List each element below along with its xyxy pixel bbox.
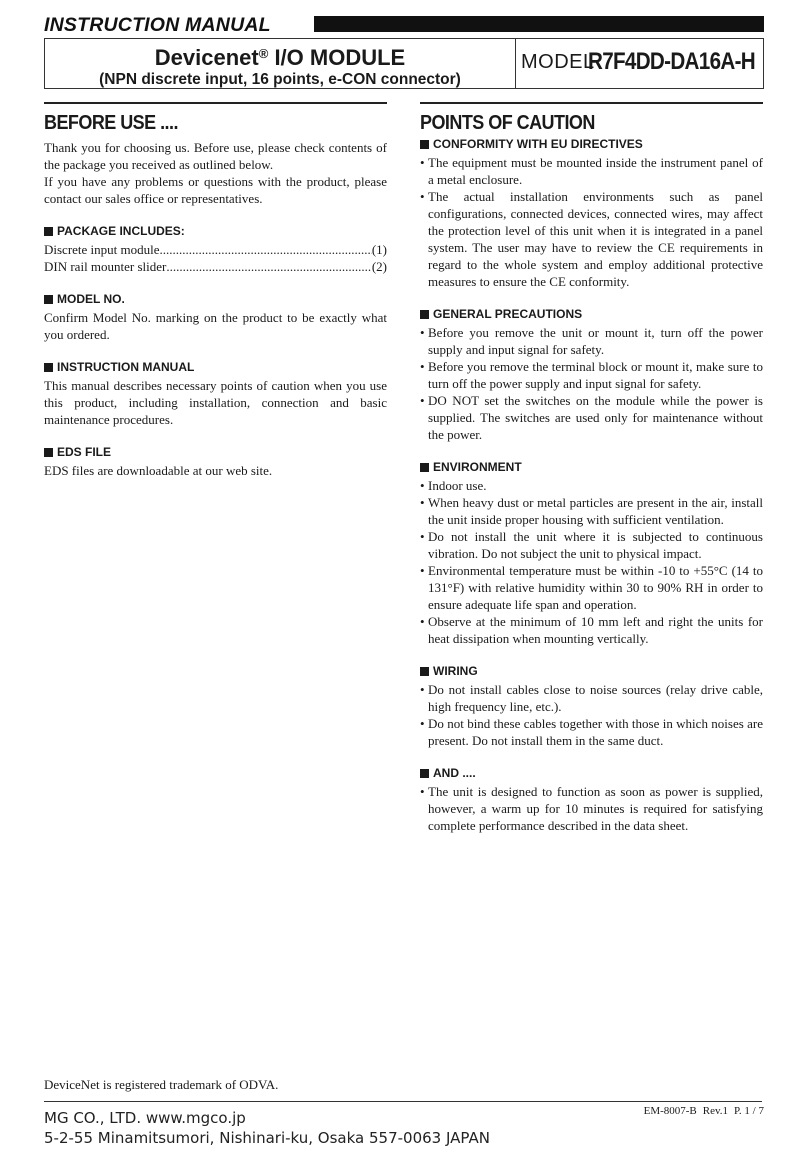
company-info (44, 1108, 490, 1148)
footer-rule (44, 1101, 762, 1102)
package-includes-heading (44, 224, 387, 239)
trademark-note: DeviceNet is registered trademark of ODVA. (44, 1077, 279, 1092)
header-bar (314, 16, 764, 32)
document-number: EM-8007-B (643, 1105, 697, 1117)
model-number: R7F4DD-DA16A-H (588, 48, 755, 75)
product-subtitle: (NPN discrete input, 16 points, e-CON connector) (99, 71, 461, 88)
general-precautions-list (420, 324, 763, 443)
column-rule (420, 102, 763, 104)
company-name-url: MG CO., LTD. www.mgco.jp (44, 1109, 246, 1127)
eu-directives-list (420, 154, 763, 290)
list-item: • Do not install the unit where it is subjected to continuous vibration. Do not subject the unit to physical impact. (420, 528, 763, 562)
general-precautions-heading (420, 307, 763, 322)
company-address: 5-2-55 Minamitsumori, Nishinari-ku, Osaka 557-0063 JAPAN (44, 1129, 490, 1147)
package-list (44, 241, 387, 275)
model-no-text: Confirm Model No. marking on the product to be exactly what you ordered. (44, 310, 387, 342)
product-title-block (45, 39, 516, 88)
document-info (644, 1104, 764, 1118)
list-item: • The actual installation environments such as panel configurations, connected devices, connected wires, may affect the protection level of this unit when it is integrated in a panel system. The user may have to review the CE requirements in regard to the whole system and employ additional protective measures to ensure the CE conformity. (420, 188, 763, 290)
square-bullet-icon (44, 448, 53, 457)
document-revision: Rev.1 (702, 1105, 729, 1117)
package-item-name: DIN rail mounter slider (44, 259, 167, 274)
caution-column (420, 102, 763, 834)
list-item: • Do not install cables close to noise sources (relay drive cable, high frequency line, etc.). (420, 681, 763, 715)
square-bullet-icon (420, 463, 429, 472)
eu-directives-heading-text: CONFORMITY WITH EU DIRECTIVES (433, 137, 643, 151)
eds-file-heading (44, 445, 387, 460)
square-bullet-icon (44, 295, 53, 304)
instruction-manual-heading-text: INSTRUCTION MANUAL (57, 360, 195, 374)
package-item-name: Discrete input module (44, 242, 160, 257)
square-bullet-icon (420, 667, 429, 676)
model-no-heading-text: MODEL NO. (57, 292, 125, 306)
list-item: • When heavy dust or metal particles are present in the air, install the unit inside proper housing with sufficient ventilation. (420, 494, 763, 528)
package-item-qty: (2) (371, 259, 387, 274)
title-box (44, 38, 764, 89)
list-item: • Observe at the minimum of 10 mm left and right the units for heat dissipation when mounting vertically. (420, 613, 763, 647)
instruction-manual-heading (44, 360, 387, 375)
wiring-heading (420, 664, 763, 679)
caution-title: POINTS OF CAUTION (420, 112, 595, 134)
list-item: • Before you remove the unit or mount it, turn off the power supply and input signal for safety. (420, 324, 763, 358)
square-bullet-icon (44, 227, 53, 236)
list-item: • The unit is designed to function as soon as power is supplied, however, a warm up for 10 minutes is required for satisfying complete performance described in the data sheet. (420, 783, 763, 834)
model-label: MODEL (521, 51, 595, 73)
wiring-list (420, 681, 763, 749)
wiring-heading-text: WIRING (433, 664, 478, 678)
list-item: • Environmental temperature must be within -10 to +55°C (14 to 131°F) with relative humidity within 30 to 90% RH in order to ensure adequate life span and operation. (420, 562, 763, 613)
square-bullet-icon (420, 310, 429, 319)
general-precautions-heading-text: GENERAL PRECAUTIONS (433, 307, 583, 321)
package-item-qty: (1) (371, 242, 387, 257)
list-item: • Before you remove the terminal block or mount it, make sure to turn off the power supply and input signal for safety. (420, 358, 763, 392)
product-title-name: Devicenet (154, 45, 259, 70)
intro-paragraph-2: If you have any problems or questions with the product, please contact our sales office or representatives. (44, 174, 387, 206)
square-bullet-icon (44, 363, 53, 372)
column-rule (44, 102, 387, 104)
manual-label: INSTRUCTION MANUAL (44, 14, 271, 36)
list-item: • DO NOT set the switches on the module while the power is supplied. The switches are used only for maintenance without the power. (420, 392, 763, 443)
package-includes-heading-text: PACKAGE INCLUDES: (57, 224, 185, 238)
leader-dots (166, 258, 371, 275)
manual-header (44, 13, 764, 35)
registered-mark: ® (258, 46, 269, 61)
before-use-column (44, 102, 387, 479)
square-bullet-icon (420, 769, 429, 778)
square-bullet-icon (420, 140, 429, 149)
model-no-heading (44, 292, 387, 307)
product-title-suffix: I/O MODULE (268, 45, 406, 70)
list-item: • Do not bind these cables together with those in which noises are present. Do not install them in the same duct. (420, 715, 763, 749)
list-item: • The equipment must be mounted inside the instrument panel of a metal enclosure. (420, 154, 763, 188)
environment-heading-text: ENVIRONMENT (433, 460, 522, 474)
intro-paragraph-1: Thank you for choosing us. Before use, please check contents of the package you received as outlined below. (44, 140, 387, 172)
eds-file-text: EDS files are downloadable at our web site. (44, 463, 273, 478)
instruction-manual-text: This manual describes necessary points of caution when you use this product, including installation, connection and basic maintenance procedures. (44, 378, 387, 427)
and-heading (420, 766, 763, 781)
before-use-title: BEFORE USE .... (44, 112, 178, 134)
eu-directives-heading (420, 137, 763, 152)
and-heading-text: AND .... (433, 766, 476, 780)
environment-list (420, 477, 763, 647)
product-title (45, 41, 515, 71)
page-number: P. 1 / 7 (734, 1105, 764, 1117)
package-item (44, 241, 387, 258)
and-list (420, 783, 763, 834)
environment-heading (420, 460, 763, 475)
model-block (521, 39, 763, 88)
list-item: • Indoor use. (420, 477, 763, 494)
leader-dots (160, 241, 372, 258)
eds-file-heading-text: EDS FILE (57, 445, 112, 459)
package-item (44, 258, 387, 275)
